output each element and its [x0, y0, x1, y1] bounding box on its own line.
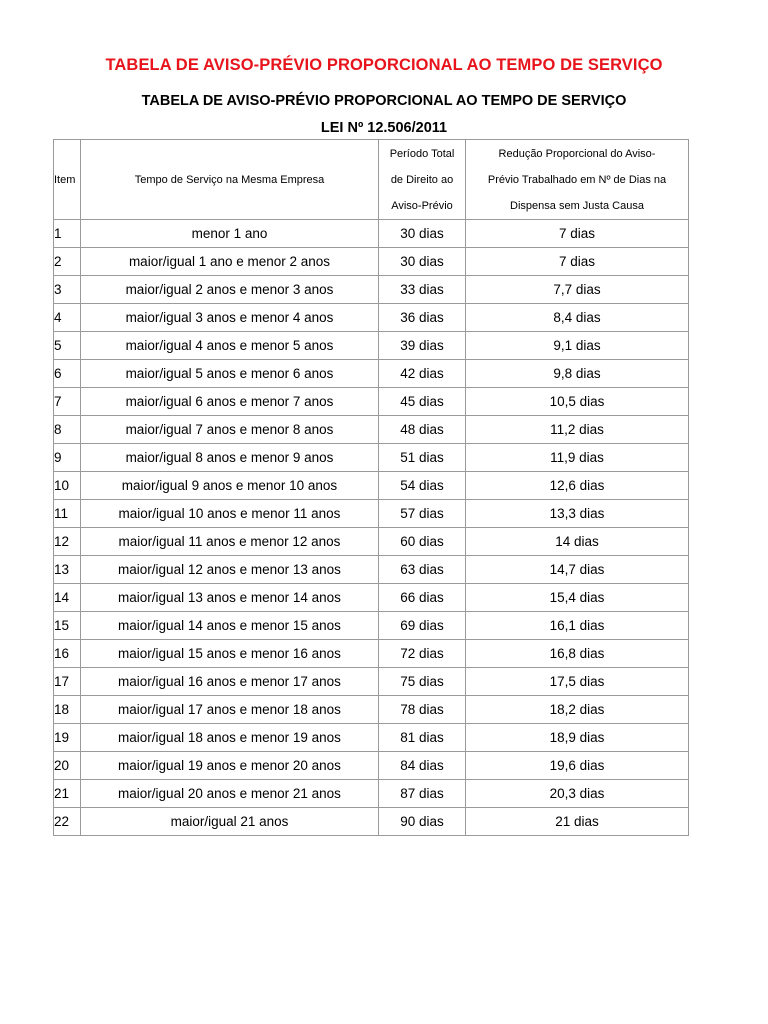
periodo-total-cell: 51 dias: [379, 444, 466, 472]
table-row: [54, 696, 689, 724]
table-row: [54, 752, 689, 780]
tempo-servico-cell: maior/igual 5 anos e menor 6 anos: [81, 360, 379, 388]
periodo-total-cell: 87 dias: [379, 780, 466, 808]
item-cell: 5: [54, 332, 81, 360]
item-cell: 22: [54, 808, 81, 836]
tempo-servico-cell: maior/igual 14 anos e menor 15 anos: [81, 612, 379, 640]
law-reference: LEI Nº 12.506/2011: [320, 120, 448, 136]
periodo-total-cell: 60 dias: [379, 528, 466, 556]
periodo-total-cell: 33 dias: [379, 276, 466, 304]
header-reducao-proporcional: [466, 140, 689, 220]
item-cell: 2: [54, 248, 81, 276]
periodo-total-cell: 36 dias: [379, 304, 466, 332]
document-title: TABELA DE AVISO-PRÉVIO PROPORCIONAL AO TEMPO DE SERVIÇO: [105, 56, 663, 74]
tempo-servico-cell: maior/igual 9 anos e menor 10 anos: [81, 472, 379, 500]
table-row: [54, 360, 689, 388]
periodo-total-cell: 90 dias: [379, 808, 466, 836]
periodo-total-cell: 81 dias: [379, 724, 466, 752]
item-cell: 3: [54, 276, 81, 304]
periodo-total-cell: 30 dias: [379, 248, 466, 276]
item-cell: 18: [54, 696, 81, 724]
item-cell: 16: [54, 640, 81, 668]
table-row: [54, 416, 689, 444]
table-row: [54, 808, 689, 836]
table-row: [54, 276, 689, 304]
periodo-total-cell: 42 dias: [379, 360, 466, 388]
reducao-proporcional-cell: 7 dias: [466, 220, 689, 248]
header-reducao-line: Dispensa sem Justa Causa: [510, 199, 644, 212]
reducao-proporcional-cell: 9,8 dias: [466, 360, 689, 388]
tempo-servico-cell: maior/igual 2 anos e menor 3 anos: [81, 276, 379, 304]
periodo-total-cell: 84 dias: [379, 752, 466, 780]
item-cell: 7: [54, 388, 81, 416]
header-reducao-line: Prévio Trabalhado em Nº de Dias na: [487, 173, 667, 186]
periodo-total-cell: 78 dias: [379, 696, 466, 724]
item-cell: 12: [54, 528, 81, 556]
table-row: [54, 220, 689, 248]
item-cell: 6: [54, 360, 81, 388]
table-row: [54, 780, 689, 808]
table-row: [54, 668, 689, 696]
tempo-servico-cell: maior/igual 11 anos e menor 12 anos: [81, 528, 379, 556]
reducao-proporcional-cell: 12,6 dias: [466, 472, 689, 500]
item-cell: 8: [54, 416, 81, 444]
item-cell: 17: [54, 668, 81, 696]
reducao-proporcional-cell: 11,9 dias: [466, 444, 689, 472]
periodo-total-cell: 39 dias: [379, 332, 466, 360]
table-row: [54, 556, 689, 584]
aviso-previo-table: [53, 139, 689, 836]
item-cell: 10: [54, 472, 81, 500]
table-row: [54, 528, 689, 556]
reducao-proporcional-cell: 17,5 dias: [466, 668, 689, 696]
tempo-servico-cell: maior/igual 19 anos e menor 20 anos: [81, 752, 379, 780]
header-item: Item: [54, 140, 81, 220]
tempo-servico-cell: maior/igual 16 anos e menor 17 anos: [81, 668, 379, 696]
reducao-proporcional-cell: 18,2 dias: [466, 696, 689, 724]
periodo-total-cell: 48 dias: [379, 416, 466, 444]
table-row: [54, 612, 689, 640]
periodo-total-cell: 57 dias: [379, 500, 466, 528]
periodo-total-cell: 69 dias: [379, 612, 466, 640]
table-row: [54, 444, 689, 472]
reducao-proporcional-cell: 10,5 dias: [466, 388, 689, 416]
table-row: [54, 332, 689, 360]
item-cell: 19: [54, 724, 81, 752]
header-periodo-line: Período Total: [389, 147, 455, 160]
tempo-servico-cell: maior/igual 1 ano e menor 2 anos: [81, 248, 379, 276]
table-row: [54, 248, 689, 276]
header-periodo-line: de Direito ao: [390, 173, 454, 186]
tempo-servico-cell: maior/igual 20 anos e menor 21 anos: [81, 780, 379, 808]
header-periodo-total: [379, 140, 466, 220]
reducao-proporcional-cell: 8,4 dias: [466, 304, 689, 332]
table-row: [54, 304, 689, 332]
periodo-total-cell: 45 dias: [379, 388, 466, 416]
tempo-servico-cell: maior/igual 13 anos e menor 14 anos: [81, 584, 379, 612]
item-cell: 9: [54, 444, 81, 472]
tempo-servico-cell: maior/igual 17 anos e menor 18 anos: [81, 696, 379, 724]
reducao-proporcional-cell: 11,2 dias: [466, 416, 689, 444]
tempo-servico-cell: maior/igual 21 anos: [81, 808, 379, 836]
reducao-proporcional-cell: 15,4 dias: [466, 584, 689, 612]
table-row: [54, 388, 689, 416]
table-row: [54, 640, 689, 668]
tempo-servico-cell: maior/igual 18 anos e menor 19 anos: [81, 724, 379, 752]
tempo-servico-cell: menor 1 ano: [81, 220, 379, 248]
item-cell: 21: [54, 780, 81, 808]
reducao-proporcional-cell: 16,8 dias: [466, 640, 689, 668]
header-reducao-line: Redução Proporcional do Aviso-: [498, 147, 656, 160]
table-header-row: [54, 140, 689, 220]
reducao-proporcional-cell: 14,7 dias: [466, 556, 689, 584]
periodo-total-cell: 72 dias: [379, 640, 466, 668]
reducao-proporcional-cell: 7,7 dias: [466, 276, 689, 304]
tempo-servico-cell: maior/igual 10 anos e menor 11 anos: [81, 500, 379, 528]
item-cell: 4: [54, 304, 81, 332]
tempo-servico-cell: maior/igual 15 anos e menor 16 anos: [81, 640, 379, 668]
periodo-total-cell: 75 dias: [379, 668, 466, 696]
tempo-servico-cell: maior/igual 8 anos e menor 9 anos: [81, 444, 379, 472]
periodo-total-cell: 30 dias: [379, 220, 466, 248]
table-row: [54, 724, 689, 752]
reducao-proporcional-cell: 7 dias: [466, 248, 689, 276]
header-tempo-servico: Tempo de Serviço na Mesma Empresa: [81, 140, 379, 220]
reducao-proporcional-cell: 18,9 dias: [466, 724, 689, 752]
table-row: [54, 584, 689, 612]
header-periodo-line: Aviso-Prévio: [391, 199, 453, 212]
tempo-servico-cell: maior/igual 7 anos e menor 8 anos: [81, 416, 379, 444]
item-cell: 13: [54, 556, 81, 584]
table-body: [54, 220, 689, 836]
reducao-proporcional-cell: 16,1 dias: [466, 612, 689, 640]
periodo-total-cell: 66 dias: [379, 584, 466, 612]
reducao-proporcional-cell: 13,3 dias: [466, 500, 689, 528]
item-cell: 15: [54, 612, 81, 640]
table-row: [54, 472, 689, 500]
item-cell: 20: [54, 752, 81, 780]
periodo-total-cell: 63 dias: [379, 556, 466, 584]
reducao-proporcional-cell: 21 dias: [466, 808, 689, 836]
item-cell: 1: [54, 220, 81, 248]
tempo-servico-cell: maior/igual 3 anos e menor 4 anos: [81, 304, 379, 332]
reducao-proporcional-cell: 14 dias: [466, 528, 689, 556]
tempo-servico-cell: maior/igual 12 anos e menor 13 anos: [81, 556, 379, 584]
table-title: TABELA DE AVISO-PRÉVIO PROPORCIONAL AO TEMPO DE SERVIÇO: [141, 93, 627, 109]
item-cell: 11: [54, 500, 81, 528]
item-cell: 14: [54, 584, 81, 612]
table-row: [54, 500, 689, 528]
tempo-servico-cell: maior/igual 4 anos e menor 5 anos: [81, 332, 379, 360]
reducao-proporcional-cell: 19,6 dias: [466, 752, 689, 780]
tempo-servico-cell: maior/igual 6 anos e menor 7 anos: [81, 388, 379, 416]
reducao-proporcional-cell: 9,1 dias: [466, 332, 689, 360]
reducao-proporcional-cell: 20,3 dias: [466, 780, 689, 808]
periodo-total-cell: 54 dias: [379, 472, 466, 500]
